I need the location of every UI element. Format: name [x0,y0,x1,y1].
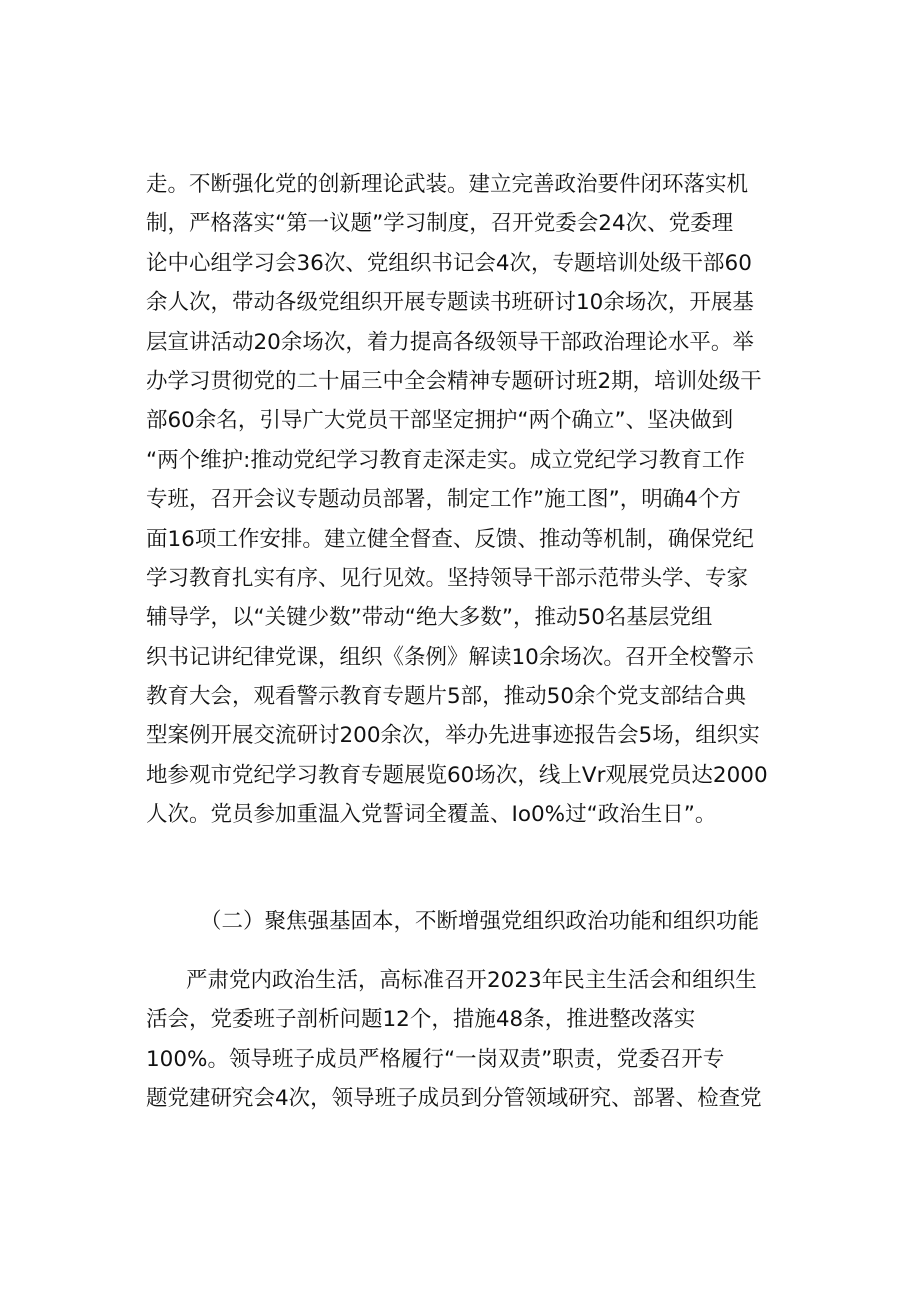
text-line: 层宣讲活动20余场次，着力提高各级领导干部政治理论水平。举 [146,329,754,355]
text-line: 人次。党员参加重温入党誓词全覆盖、Io0%过“政治生日”。 [146,802,717,828]
text-line: 制，严格落实“第一议题”学习制度，召开党委会24次、党委理 [146,211,734,237]
section-subheading: （二）聚焦强基固本，不断增强党组织政治功能和组织功能 [200,909,760,934]
text-line: 余人次，带动各级党组织开展专题读书班研讨10余场次，开展基 [146,290,754,316]
text-line: 论中心组学习会36次、党组织书记会4次，专题培训处级干部60 [146,250,752,276]
text-line: 严肃党内政治生活，高标准召开2023年民主生活会和组织生 [186,968,757,993]
text-line: 辅导学，以“关键少数”带动“绝大多数”，推动50名基层党组 [146,605,713,631]
text-line: 部60余名，引导广大党员干部坚定拥护“两个确立”、坚决做到 [146,408,734,434]
text-line: 学习教育扎实有序、见行见效。坚持领导干部示范带头学、专家 [146,565,749,591]
text-line: 织书记讲纪律党课，组织《条例》解读10余场次。召开全校警示 [146,644,754,670]
body-paragraph-1 [146,165,806,835]
text-line: 型案例开展交流研讨200余次，举办先进事迹报告会5场，组织实 [146,723,760,749]
body-paragraph-2 [146,961,806,1119]
text-line: 教育大会，观看警示教育专题片5部，推动50余个党支部结合典 [146,684,747,710]
text-line: 地参观市党纪学习教育专题展览60场次，线上Vr观展党员达2000 [146,762,768,788]
text-line: 走。不断强化党的创新理论武装。建立完善政治要件闭环落实机 [146,172,749,197]
text-line: 题党建研究会4次，领导班子成员到分管领域研究、部署、检查党 [146,1086,762,1112]
text-line: 办学习贯彻党的二十届三中全会精神专题研讨班2期，培训处级干 [146,368,762,394]
text-line: “两个维护:推动党纪学习教育走深走实。成立党纪学习教育工作 [146,447,745,473]
text-line: 面16项工作安排。建立健全督查、反馈、推动等机制，确保党纪 [146,526,754,552]
text-line: 100%。领导班子成员严格履行“一岗双责”职责，党委召开专 [146,1046,725,1072]
text-line: 专班，召开会议专题动员部署，制定工作”施工图”，明确4个方 [146,487,741,513]
text-line: 活会，党委班子剖析问题12个，措施48条，推进整改落实 [146,1007,696,1033]
